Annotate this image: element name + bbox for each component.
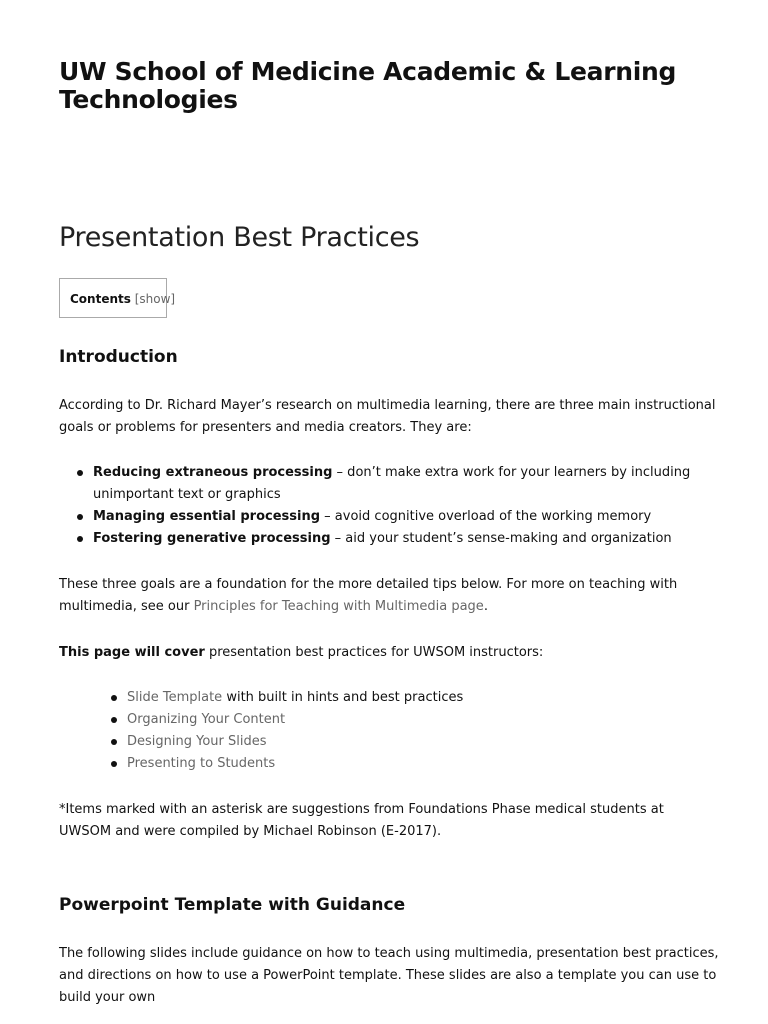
cover-text: presentation best practices for UWSOM instructors: [204, 645, 544, 660]
goal-title: Reducing extraneous processing [93, 465, 333, 480]
goal-text: – avoid cognitive overload of the working memory [320, 509, 652, 524]
topics-list [127, 687, 627, 775]
foundation-end: . [483, 599, 488, 614]
designing-slides-link[interactable]: Designing Your Slides [127, 734, 267, 749]
goals-list [93, 462, 703, 550]
template-paragraph: The following slides include guidance on how to teach using multimedia, presentation best practices, and directions on how to use a PowerPoint template. These slides are also a template you can use to build your own [59, 946, 719, 1005]
presenting-students-link[interactable]: Presenting to Students [127, 756, 276, 771]
foundation-text: These three goals are a foundation for the more detailed tips below. For more on teaching with multimedia, see our [59, 577, 678, 614]
list-item [127, 709, 627, 731]
list-item [93, 462, 703, 506]
toc-label: Contents [70, 292, 131, 306]
page-title: Presentation Best Practices [59, 222, 420, 253]
table-of-contents [59, 278, 176, 318]
list-item [93, 506, 703, 528]
list-item [93, 528, 703, 550]
cover-bold: This page will cover [59, 645, 205, 660]
site-title[interactable]: UW School of Medicine Academic & Learning Technologies [59, 57, 677, 114]
intro-paragraph: According to Dr. Richard Mayer’s research on multimedia learning, there are three main instructional goals or problems for presenters and media creators. They are: [59, 398, 716, 435]
list-item [127, 731, 627, 753]
goal-title: Managing essential processing [93, 509, 321, 524]
slide-template-link[interactable]: Slide Template [127, 690, 223, 705]
toc-show-toggle[interactable]: [show] [134, 292, 176, 306]
goal-text: – aid your student’s sense-making and organization [330, 531, 672, 546]
multimedia-principles-link[interactable]: Principles for Teaching with Multimedia page [193, 599, 484, 614]
cover-paragraph [59, 642, 719, 664]
goal-text: – don’t make extra work for your learners by including unimportant text or graphics [93, 465, 691, 502]
goal-title: Fostering generative processing [93, 531, 331, 546]
introduction-heading: Introduction [59, 347, 178, 367]
asterisk-note: *Items marked with an asterisk are suggestions from Foundations Phase medical students at UWSOM and were compiled by Michael Robinson (E-2017). [59, 802, 664, 839]
template-heading: Powerpoint Template with Guidance [59, 895, 406, 915]
foundation-paragraph [59, 574, 719, 618]
list-item [127, 687, 627, 709]
organizing-content-link[interactable]: Organizing Your Content [127, 712, 286, 727]
topic-text: with built in hints and best practices [222, 690, 464, 705]
list-item [127, 753, 627, 775]
